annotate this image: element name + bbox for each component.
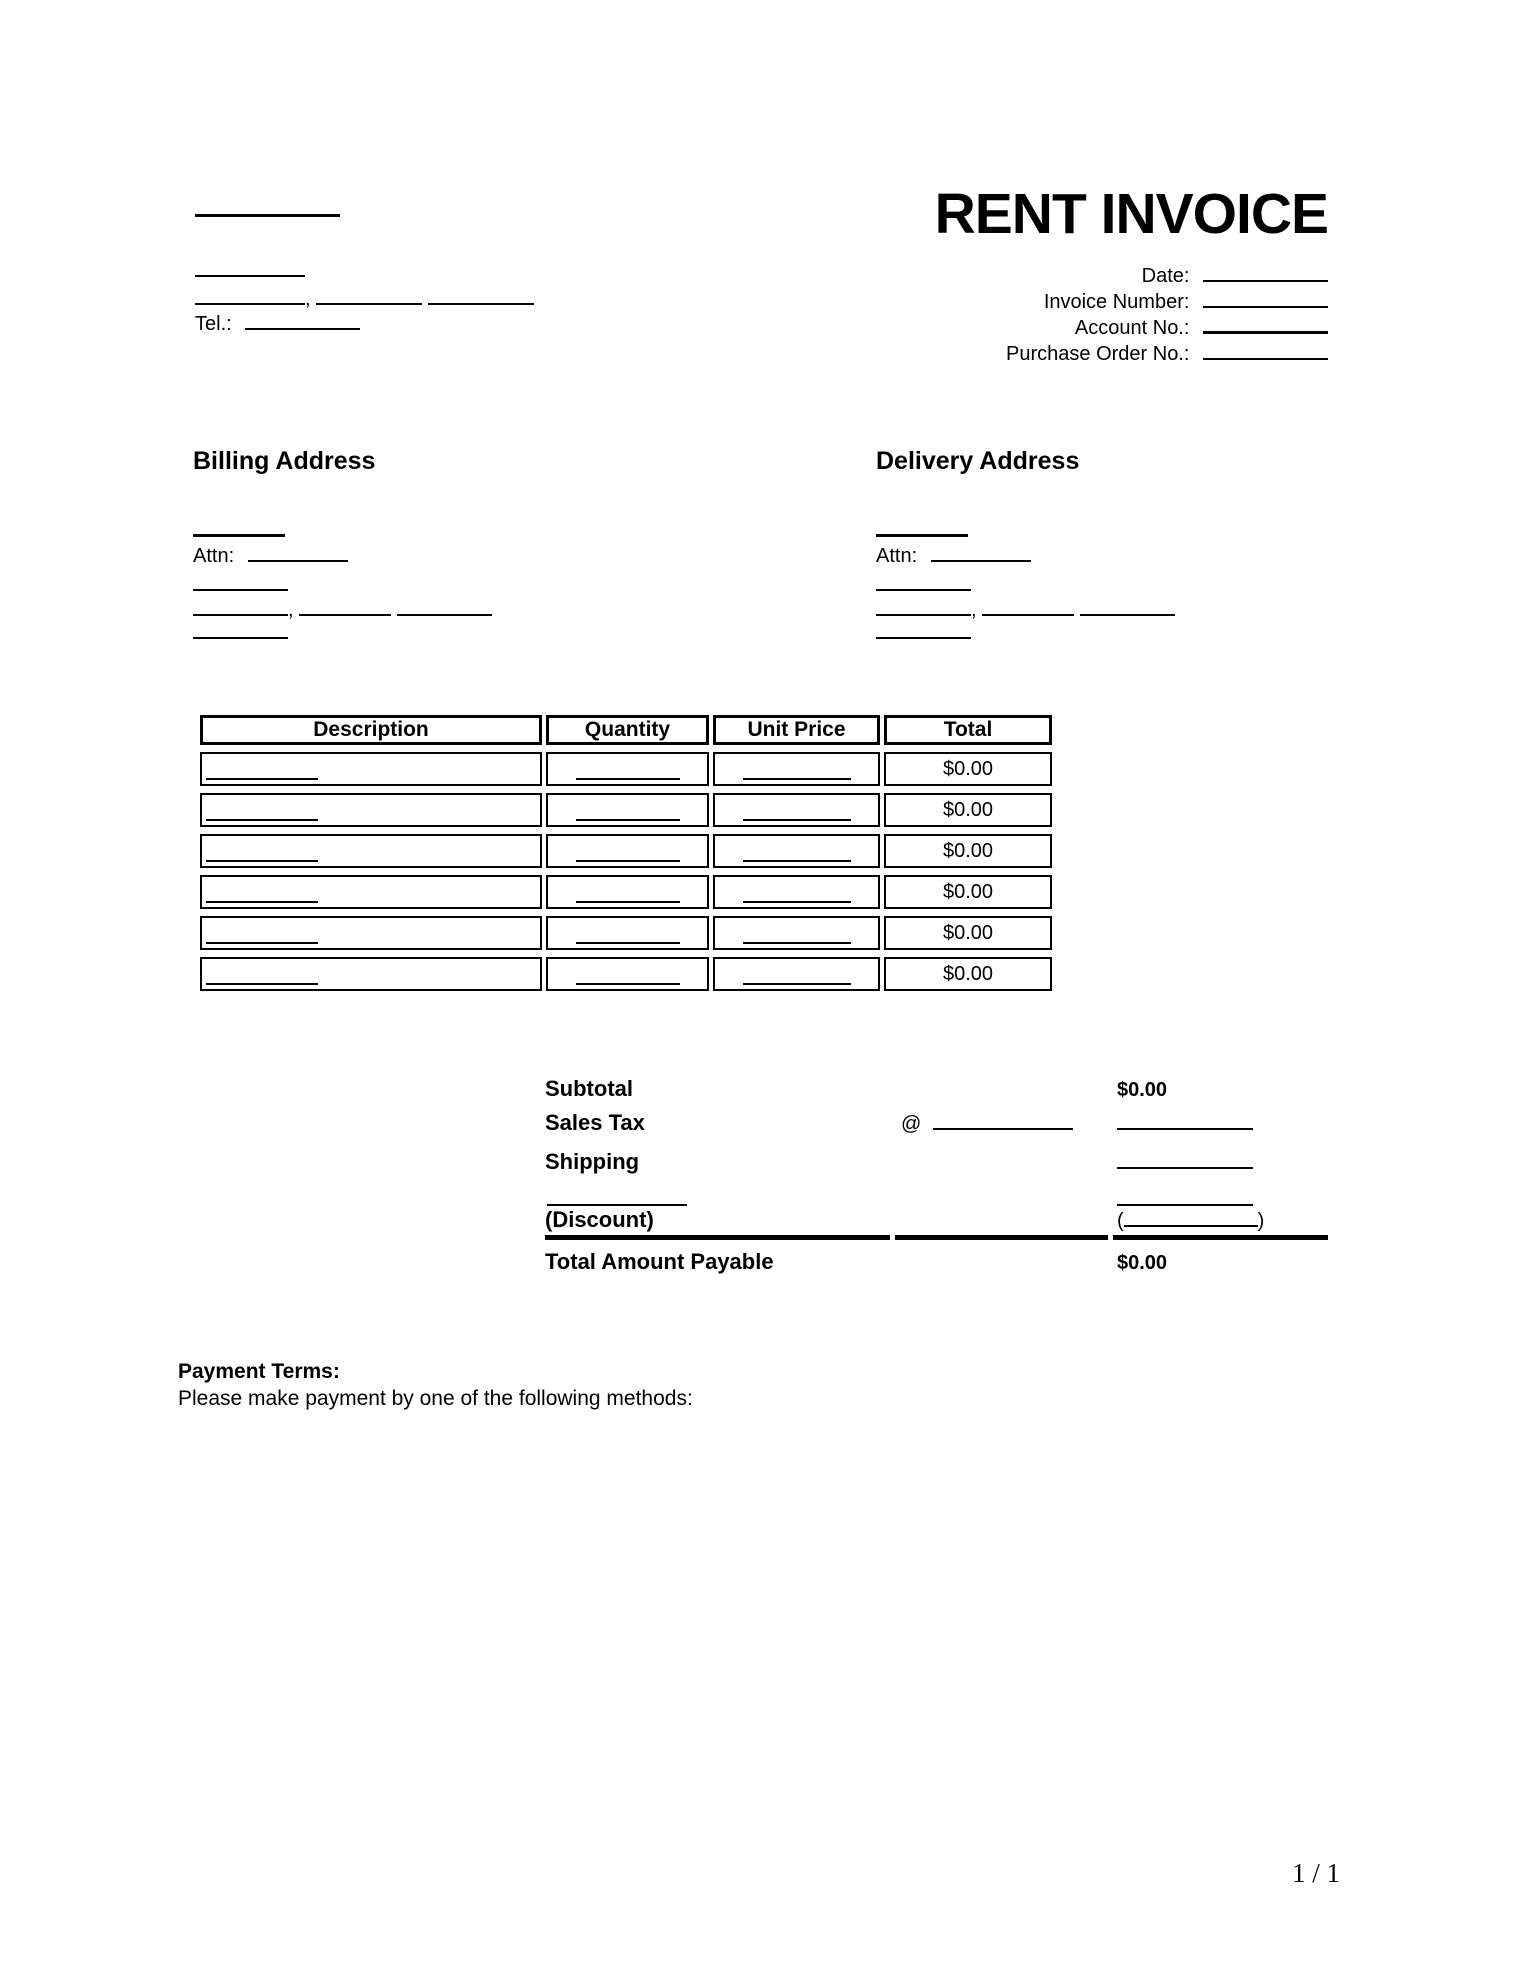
delivery-company-blank — [876, 531, 968, 537]
item-total-value: $0.00 — [942, 839, 994, 862]
unit-price-blank — [743, 775, 851, 780]
date-row — [1006, 263, 1328, 289]
sales-tax-rate-blank — [933, 1125, 1073, 1130]
item-quantity-cell — [546, 793, 709, 827]
sender-city-state-zip-row — [195, 288, 534, 310]
date-blank — [1203, 277, 1328, 282]
item-unit-price-cell — [713, 793, 880, 827]
quantity-blank — [576, 980, 680, 985]
item-total-cell — [884, 875, 1052, 909]
invoice-number-blank — [1203, 303, 1328, 308]
item-unit-price-cell — [713, 875, 880, 909]
shipping-value-blank — [1117, 1164, 1253, 1169]
discount-row — [545, 1207, 1335, 1235]
purchase-order-label: Purchase Order No.: — [1006, 343, 1190, 365]
item-description-cell — [200, 752, 542, 786]
delivery-city-separator: , — [971, 599, 977, 621]
item-total-value: $0.00 — [942, 798, 994, 821]
delivery-address-blank — [876, 586, 971, 591]
account-no-row — [1006, 315, 1328, 341]
billing-zip-blank — [397, 611, 492, 616]
discount-paren-open: ( — [1117, 1210, 1124, 1232]
tel-label: Tel.: — [195, 313, 232, 335]
items-table — [200, 715, 1052, 991]
item-quantity-cell — [546, 752, 709, 786]
item-description-cell — [200, 916, 542, 950]
item-unit-price-cell — [713, 752, 880, 786]
totals-section — [545, 1070, 1335, 1275]
sender-city-blank — [195, 300, 305, 305]
sender-company-blank — [195, 211, 340, 217]
sales-tax-label: Sales Tax — [545, 1110, 645, 1135]
item-quantity-cell — [546, 875, 709, 909]
header-description: Description — [200, 715, 542, 745]
description-blank — [206, 898, 318, 903]
item-unit-price-cell — [713, 957, 880, 991]
subtotal-label: Subtotal — [545, 1076, 633, 1101]
discount-line-blank — [1117, 1201, 1253, 1206]
at-symbol: @ — [901, 1113, 922, 1135]
sender-address-blank — [195, 272, 305, 277]
item-description-cell — [200, 957, 542, 991]
shipping-value — [1113, 1152, 1328, 1175]
totals-rule — [545, 1235, 1335, 1240]
description-blank — [206, 980, 318, 985]
payment-terms-section — [178, 1358, 693, 1412]
unit-price-blank — [743, 980, 851, 985]
billing-attn-blank — [248, 557, 348, 562]
sender-zip-blank — [428, 300, 534, 305]
header-quantity: Quantity — [546, 715, 709, 745]
delivery-attn-blank — [931, 557, 1031, 562]
discount-value — [1113, 1210, 1328, 1233]
page-number: 1 / 1 — [1292, 1858, 1341, 1888]
delivery-attn-row — [876, 545, 1031, 567]
item-description-cell — [200, 875, 542, 909]
billing-heading: Billing Address — [193, 447, 376, 475]
total-amount-row — [545, 1240, 1335, 1275]
description-blank — [206, 816, 318, 821]
billing-state-blank — [299, 611, 391, 616]
page-title: RENT INVOICE — [934, 182, 1328, 246]
item-total-cell — [884, 957, 1052, 991]
total-amount-label: Total Amount Payable — [545, 1249, 774, 1274]
description-blank — [206, 775, 318, 780]
delivery-city-state-zip-row — [876, 599, 1175, 621]
item-total-value: $0.00 — [942, 880, 994, 903]
item-total-cell — [884, 916, 1052, 950]
item-description-cell — [200, 834, 542, 868]
delivery-zip-blank — [1080, 611, 1175, 616]
billing-city-separator: , — [288, 599, 294, 621]
discount-value-blank — [1124, 1222, 1258, 1227]
invoice-number-label: Invoice Number: — [1043, 291, 1190, 313]
sender-tel-blank — [245, 325, 360, 330]
totals-rule-segment — [1113, 1235, 1328, 1240]
unit-price-blank — [743, 816, 851, 821]
discount-value-top — [1113, 1189, 1328, 1212]
billing-attn-row — [193, 545, 348, 567]
sales-tax-value-blank — [1117, 1125, 1253, 1130]
sales-tax-rate — [895, 1113, 1108, 1136]
delivery-heading: Delivery Address — [876, 447, 1080, 475]
unit-price-blank — [743, 939, 851, 944]
invoice-number-row — [1006, 289, 1328, 315]
unit-price-blank — [743, 898, 851, 903]
item-quantity-cell — [546, 957, 709, 991]
payment-terms-heading: Payment Terms: — [178, 1360, 340, 1383]
totals-rule-segment — [895, 1235, 1108, 1240]
account-no-blank — [1203, 328, 1328, 334]
shipping-row — [545, 1149, 1335, 1189]
billing-country-blank — [193, 634, 288, 639]
discount-desc-blank — [547, 1201, 687, 1206]
header-unit-price: Unit Price — [713, 715, 880, 745]
header-fields — [1006, 263, 1328, 367]
billing-company-blank — [193, 531, 285, 537]
header-total: Total — [884, 715, 1052, 745]
date-label: Date: — [1141, 265, 1190, 287]
item-quantity-cell — [546, 916, 709, 950]
purchase-order-blank — [1203, 355, 1328, 360]
shipping-label: Shipping — [545, 1149, 640, 1174]
sender-city-separator: , — [305, 288, 311, 310]
discount-blank-row — [545, 1189, 1335, 1207]
description-blank — [206, 857, 318, 862]
item-unit-price-cell — [713, 916, 880, 950]
account-no-label: Account No.: — [1074, 317, 1190, 339]
billing-address-blank — [193, 586, 288, 591]
item-description-cell — [200, 793, 542, 827]
item-total-value: $0.00 — [942, 962, 994, 985]
description-blank — [206, 939, 318, 944]
sales-tax-value — [1113, 1113, 1328, 1136]
item-total-value: $0.00 — [942, 757, 994, 780]
delivery-state-blank — [982, 611, 1074, 616]
delivery-country-blank — [876, 634, 971, 639]
payment-terms-body: Please make payment by one of the following methods: — [178, 1387, 693, 1410]
item-unit-price-cell — [713, 834, 880, 868]
sales-tax-row — [545, 1110, 1335, 1149]
quantity-blank — [576, 857, 680, 862]
quantity-blank — [576, 816, 680, 821]
totals-rule-segment — [545, 1235, 890, 1240]
item-total-cell — [884, 752, 1052, 786]
unit-price-blank — [743, 857, 851, 862]
billing-city-state-zip-row — [193, 599, 492, 621]
item-total-cell — [884, 793, 1052, 827]
purchase-order-row — [1006, 341, 1328, 367]
subtotal-row — [545, 1070, 1335, 1110]
delivery-city-blank — [876, 611, 971, 616]
item-quantity-cell — [546, 834, 709, 868]
quantity-blank — [576, 939, 680, 944]
quantity-blank — [576, 775, 680, 780]
subtotal-value: $0.00 — [1117, 1079, 1168, 1101]
billing-attn-label: Attn: — [193, 545, 235, 567]
total-amount-value: $0.00 — [1117, 1252, 1168, 1274]
item-total-value: $0.00 — [942, 921, 994, 944]
discount-label: (Discount) — [545, 1207, 654, 1232]
discount-paren-close: ) — [1257, 1210, 1265, 1232]
delivery-attn-label: Attn: — [876, 545, 918, 567]
billing-city-blank — [193, 611, 288, 616]
quantity-blank — [576, 898, 680, 903]
sender-tel-row — [195, 313, 360, 335]
sender-state-blank — [316, 300, 422, 305]
item-total-cell — [884, 834, 1052, 868]
